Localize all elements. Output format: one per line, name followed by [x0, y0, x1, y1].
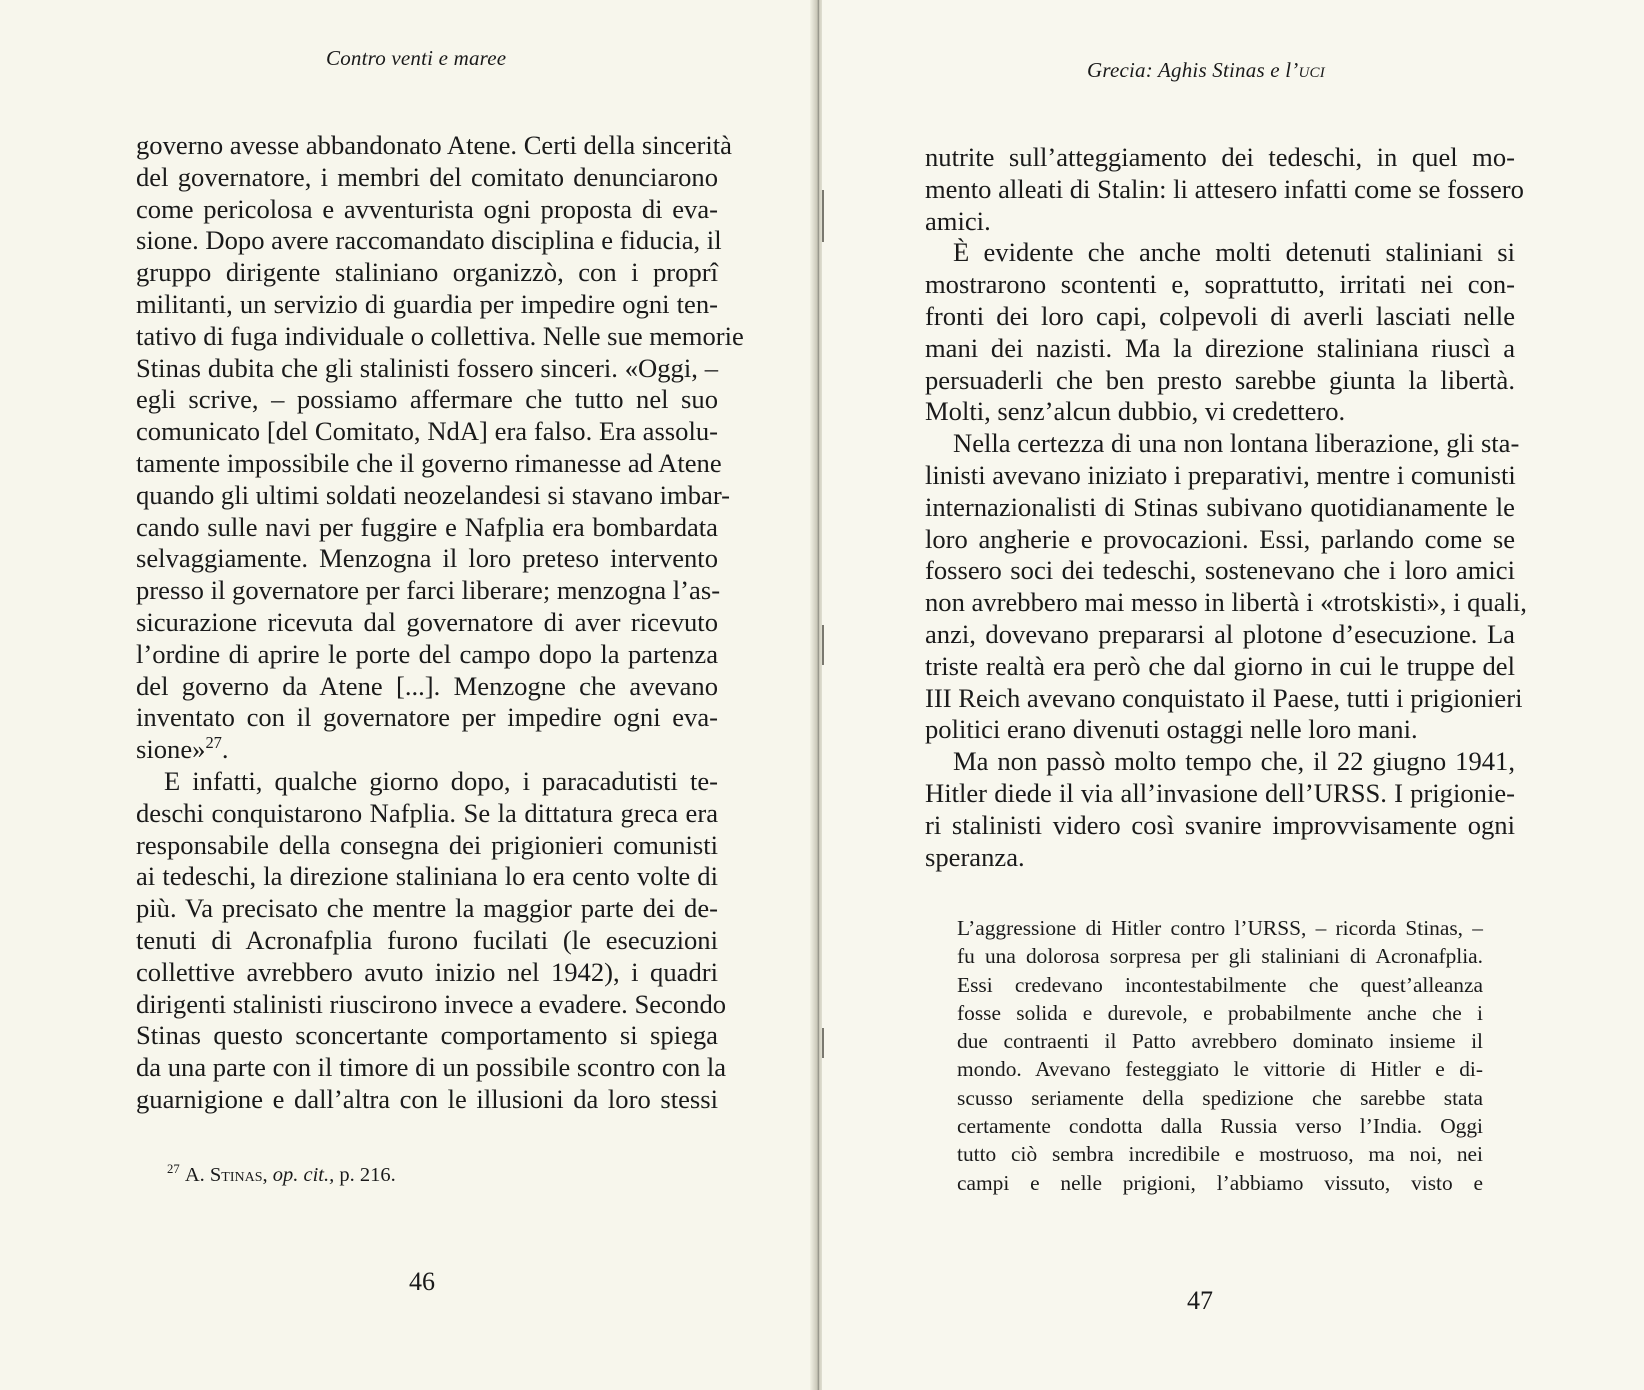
text-line: Molti, senz’alcun dubbio, vi credettero.: [925, 396, 1346, 427]
text-line: anzi, dovevano prepararsi al plotone d’esecuzione. La: [925, 618, 1515, 649]
text-line: presso il governatore per farci liberare; menzogna l’as-: [136, 575, 721, 606]
right-body-text: [925, 142, 1527, 873]
quote-line: certamente condotta dalla Russia verso l’India. Oggi: [957, 1114, 1483, 1139]
page-number: 46: [409, 1267, 435, 1296]
text-line: nutrite sull’atteggiamento dei tedeschi, in quel mo-: [925, 142, 1515, 172]
text-line: triste realtà era però che dal giorno in cui le truppe del: [925, 650, 1515, 681]
quote-line: campi e nelle prigioni, l’abbiamo vissuto, visto e: [957, 1170, 1483, 1195]
text-line: Stinas dubita che gli stalinisti fossero sinceri. «Oggi, –: [136, 352, 718, 383]
quote-line: Essi credevano incontestabilmente che quest’alleanza: [957, 972, 1483, 997]
text-line: del governo da Atene [...]. Menzogne che avevano: [136, 670, 718, 701]
text-line: Stinas questo sconcertante comportamento si spiega: [136, 1020, 718, 1051]
text-line: È evidente che anche molti detenuti staliniani si: [953, 237, 1515, 268]
text-line: selvaggiamente. Menzogna il loro preteso intervento: [136, 543, 718, 574]
text-line: collettive avrebbero avuto inizio nel 1942), i quadri: [136, 956, 718, 987]
text-line: tamente impossibile che il governo rimanesse ad Atene: [136, 447, 722, 478]
text-line: non avrebbero mai messo in libertà i «trotskisti», i quali,: [925, 587, 1527, 618]
text-line: guarnigione e dall’altra con le illusioni da loro stessi: [136, 1083, 718, 1114]
running-head-text: Grecia: Aghis Stinas e l’: [1087, 58, 1299, 82]
text-line: amici.: [925, 205, 991, 236]
text-line: governo avesse abbandonato Atene. Certi della sincerità: [136, 130, 732, 160]
footnote-author: A. Stinas,: [184, 1164, 268, 1186]
text-line: egli scrive, – possiamo affermare che tutto nel suo: [136, 384, 718, 415]
text-line: linisti avevano iniziato i preparativi, mentre i comunisti: [925, 459, 1516, 490]
text-line: sicurazione ricevuta dal governatore di aver ricevuto: [136, 606, 718, 637]
text-line: fronti dei loro capi, colpevoli di averli lasciati nelle: [925, 300, 1515, 331]
text-line: III Reich avevano conquistato il Paese, tutti i prigionieri: [925, 682, 1523, 713]
quote-line: mondo. Avevano festeggiato le vittorie di Hitler e di-: [957, 1057, 1483, 1082]
text-line: quando gli ultimi soldati neozelandesi si stavano imbar-: [136, 479, 731, 510]
text-line: loro angherie e provocazioni. Essi, parlando come se: [925, 523, 1515, 554]
text-line: fossero soci dei tedeschi, sostenevano che i loro amici: [925, 555, 1515, 586]
text-line: E infatti, qualche giorno dopo, i paracadutisti te-: [164, 765, 718, 796]
quote-line: scusso seriamente della spedizione che sarebbe stata: [957, 1085, 1483, 1110]
right-page: [822, 0, 1644, 1390]
text-line: gruppo dirigente staliniano organizzò, con i proprî: [136, 257, 718, 288]
text-line: Nella certezza di una non lontana liberazione, gli sta-: [953, 428, 1520, 459]
left-running-head: Contro venti e maree: [326, 46, 507, 70]
running-head-smallcaps: uci: [1298, 58, 1325, 82]
text-line: persuaderli che ben presto sarebbe giunta la libertà.: [925, 364, 1515, 395]
text-line: cando sulle navi per fuggire e Nafplia era bombardata: [136, 511, 718, 542]
scan-mark: [822, 625, 824, 665]
text-line: del governatore, i membri del comitato denunciarono: [136, 161, 718, 192]
page-number: 47: [1187, 1286, 1213, 1315]
quote-line: due contraenti il Patto avrebbero dominato insieme il: [957, 1029, 1483, 1054]
text-line: l’ordine di aprire le porte del campo dopo la partenza: [136, 638, 718, 669]
text-line: tenuti di Acronafplia furono fucilati (le esecuzioni: [136, 924, 718, 955]
right-running-head: [1087, 58, 1325, 83]
text-line: militanti, un servizio di guardia per impedire ogni ten-: [136, 288, 718, 319]
text-line: responsabile della consegna dei prigionieri comunisti: [136, 829, 718, 860]
text-line: da una parte con il timore di un possibile scontro con la: [136, 1052, 727, 1083]
text-line: sione. Dopo avere raccomandato disciplina e fiducia, il: [136, 225, 722, 256]
footnote-page: p. 216.: [339, 1164, 396, 1186]
text-line: più. Va precisato che mentre la maggior parte dei de-: [136, 893, 718, 924]
quote-line: tutto ciò sembra incredibile e mostruoso, ma noi, nei: [957, 1142, 1483, 1167]
text-line: comunicato [del Comitato, NdA] era falso. Era assolu-: [136, 416, 718, 447]
text-line: sione»: [136, 734, 206, 765]
text-line: tativo di fuga individuale o collettiva. Nelle sue memorie: [136, 320, 744, 351]
text-line: deschi conquistarono Nafplia. Se la dittatura greca era: [136, 797, 718, 828]
text-line-with-footnote: sione»$^{27}$.: [136, 733, 229, 765]
quote-line: L’aggressione di Hitler contro l’URSS, – ricorda Stinas, –: [957, 916, 1483, 940]
footnote-number: 27: [167, 1162, 180, 1177]
left-body-text: [136, 130, 744, 1116]
text-line: internazionalisti di Stinas subivano quotidianamente le: [925, 491, 1515, 522]
footnote-work: op. cit.,: [272, 1164, 335, 1186]
footnote-reference: 27: [205, 733, 222, 753]
text-line: dirigenti stalinisti riuscirono invece a evadere. Secondo: [136, 988, 727, 1019]
quote-line: fu una dolorosa sorpresa per gli staliniani di Acronafplia.: [957, 944, 1483, 969]
block-quote: [957, 914, 1483, 1197]
footnote: [167, 1164, 396, 1187]
text-line: speranza.: [925, 841, 1025, 872]
text-line: ai tedeschi, la direzione staliniana lo era cento volte di: [136, 861, 718, 892]
left-page: [0, 0, 816, 1390]
text-line: politici erano divenuti ostaggi nelle loro mani.: [925, 714, 1418, 745]
text-line: Hitler diede il via all’invasione dell’URSS. I prigionie-: [925, 777, 1515, 808]
text-line: ri stalinisti videro così svanire improvvisamente ogni: [925, 809, 1515, 840]
quote-line: fosse solida e durevole, e probabilmente anche che i: [957, 1000, 1483, 1025]
text-line: mostrarono scontenti e, soprattutto, irritati nei con-: [925, 269, 1515, 300]
scan-mark: [822, 190, 824, 242]
text-line: come pericolosa e avventurista ogni proposta di eva-: [136, 193, 718, 224]
text-line: inventato con il governatore per impedire ogni eva-: [136, 702, 718, 733]
text-line: mento alleati di Stalin: li attesero infatti come se fossero: [925, 173, 1524, 204]
text-line: mani dei nazisti. Ma la direzione staliniana riuscì a: [925, 332, 1515, 363]
text-line: Ma non passò molto tempo che, il 22 giugno 1941,: [953, 746, 1515, 777]
scan-mark: [822, 1028, 824, 1058]
